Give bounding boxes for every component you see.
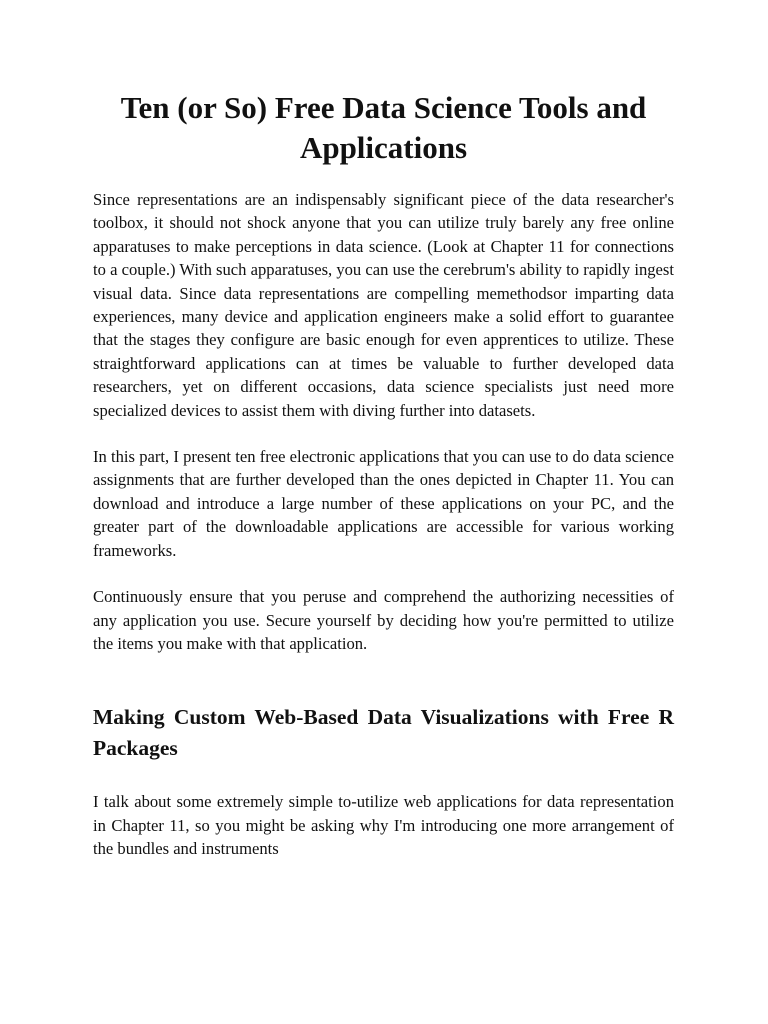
document-page: [93, 88, 674, 861]
paragraph-licensing-note: Continuously ensure that you peruse and comprehend the authorizing necessities of any application you use. Secure yourself by deciding how you're permitted to utilize the items you make with that application.: [93, 587, 674, 653]
paragraph-section-body: I talk about some extremely simple to-utilize web applications for data representation in Chapter 11, so you might be asking why I'm introducing one more arrangement of the bundles and instruments: [93, 792, 674, 859]
paragraph-chapter-overview: In this part, I present ten free electronic applications that you can use to do data science assignments that are further developed than the ones depicted in Chapter 11. You can download and introduce a large number of these applications on your PC, and the greater part of the downloadable applications are accessible for various working frameworks.: [93, 447, 674, 560]
document-title: Ten (or So) Free Data Science Tools and Applications: [120, 90, 647, 165]
section-heading: Making Custom Web-Based Data Visualizations with Free R Packages: [93, 705, 674, 761]
paragraph-intro: Since representations are an indispensably significant piece of the data researcher's toolbox, it should not shock anyone that you can utilize truly barely any free online apparatuses to make perceptions in data science. (Look at Chapter 11 for connections to a couple.) With such apparatuses, you can use the cerebrum's ability to rapidly ingest visual data. Since data representations are compelling memethodsor imparting data experiences, many device and application engineers make a solid effort to guarantee that the stages they configure are basic enough for even apprentices to utilize. These straightforward applications can at times be valuable to further developed data researchers, yet on different occasions, data science specialists just need more specialized devices to assist them with diving further into datasets.: [93, 190, 674, 420]
